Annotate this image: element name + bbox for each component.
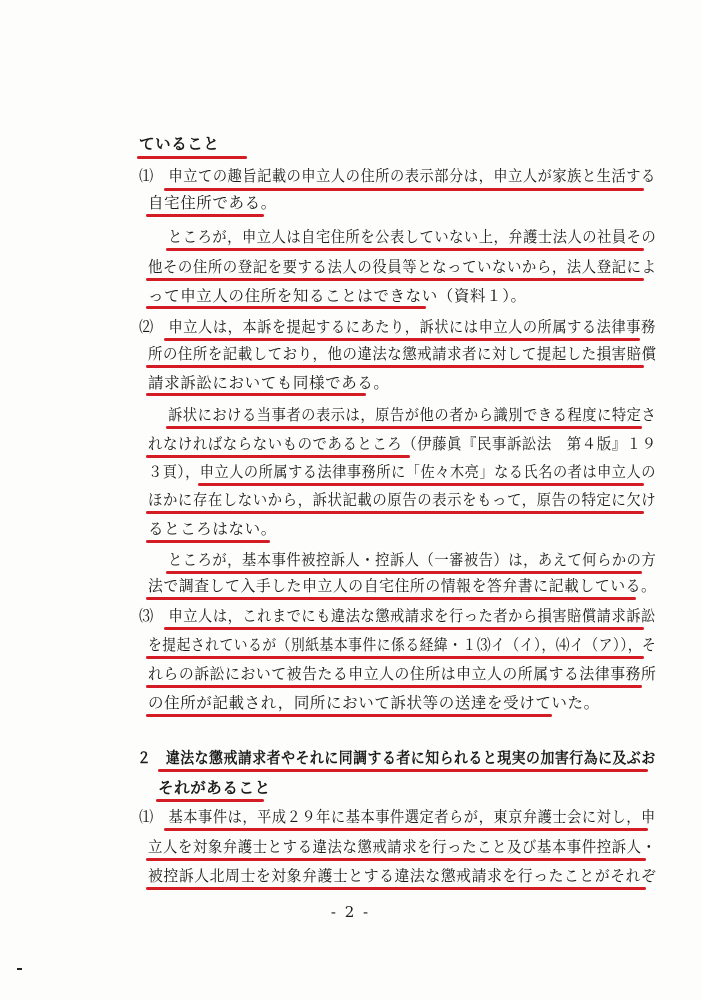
text-line-11: れなければならないものであるところ（伊藤眞『民事訴訟法 第４版』１９ [148, 435, 657, 453]
text-line-14: るところはない。 [148, 520, 277, 538]
text-line-7: ⑵ 申立人は，本訴を提起するにあたり，訴状には申立人の所属する法律事務 [139, 318, 656, 336]
red-underline [146, 685, 642, 688]
red-underline [164, 627, 644, 630]
text-line-12: ３頁），申立人の所属する法律事務所に「佐々木亮」なる氏名の者は申立人の [148, 463, 656, 481]
red-underline [146, 858, 646, 861]
red-underline [146, 214, 264, 217]
text-line-15: ところが，基本事件被控訴人・控訴人（一審被告）は，あえて何らかの方 [168, 551, 657, 569]
text-line-17: ⑶ 申立人は，これまでにも違法な懲戒請求を行った者から損害賠償請求訴訟 [139, 607, 656, 625]
text-line-9: 請求訴訟においても同様である。 [148, 374, 390, 392]
red-underline [198, 483, 644, 486]
text-line-10: 訴状における当事者の表示は，原告が他の者から識別できる程度に特定さ [168, 406, 657, 424]
text-line-25: 被控訴人北周士を対象弁護士とする違法な懲戒請求を行ったことがそれぞ [148, 867, 657, 885]
red-underline [146, 887, 646, 890]
text-line-19: れらの訴訟において被告たる申立人の住所は申立人の所属する法律事務所 [148, 665, 657, 683]
red-underline [146, 278, 644, 281]
text-line-24: 立人を対象弁護士とする違法な懲戒請求を行ったこと及び基本事件控訴人・ [148, 838, 657, 856]
red-underline [146, 656, 644, 659]
red-underline [166, 248, 644, 251]
text-line-6: って申立人の住所を知ることはできない（資料１）。 [148, 287, 527, 305]
text-line-23: ⑴ 基本事件は，平成２９年に基本事件選定者らが，東京弁護士会に対し，申 [139, 808, 656, 826]
red-underline [166, 571, 642, 574]
red-underline [146, 597, 636, 600]
red-underline [158, 769, 648, 772]
red-underline [164, 188, 644, 191]
text-line-16: 法で調査して入手した申立人の自宅住所の情報を答弁書に記載している。 [148, 577, 657, 595]
red-underline [146, 365, 644, 368]
section-heading-line-1: ２ 違法な懲戒請求者やそれに同調する者に知られると現実の加害行為に及ぶお [137, 749, 656, 767]
section-heading-line-2: それがあること [158, 779, 271, 797]
text-line-5: 他その住所の登記を要する法人の役員等となっていないから，法人登記によ [148, 258, 657, 276]
text-line-13: ほかに存在しないから，訴状記載の原告の表示をもって，原告の特定に欠け [148, 491, 657, 509]
text-line-20: の住所が記載され，同所において訴状等の送達を受けていた。 [148, 694, 600, 712]
text-line-4: ところが，申立人は自宅住所を公表していない上，弁護士法人の社員その [168, 228, 657, 246]
text-line-1: ていること [139, 135, 220, 153]
red-underline [137, 156, 247, 159]
red-underline [146, 455, 410, 458]
page-number: - 2 - [330, 903, 371, 921]
red-underline [146, 306, 426, 309]
text-line-3: 自宅住所である。 [148, 194, 277, 212]
red-underline [146, 540, 270, 543]
red-underline [146, 393, 366, 396]
red-underline [146, 714, 552, 717]
red-underline [164, 828, 648, 831]
scan-speck [17, 968, 22, 970]
red-underline [164, 338, 640, 341]
text-line-8: 所の住所を記載しており，他の違法な懲戒請求者に対して提起した損害賠償 [148, 345, 657, 363]
red-underline [156, 799, 264, 802]
text-line-2: ⑴ 申立ての趣旨記載の申立人の住所の表示部分は，申立人が家族と生活する [139, 167, 656, 185]
red-underline [146, 511, 644, 514]
text-line-18: を提起されているが（別紙基本事件に係る経緯・１⑶イ（イ），⑷イ（ア）），そ [148, 636, 657, 654]
red-underline [166, 426, 642, 429]
